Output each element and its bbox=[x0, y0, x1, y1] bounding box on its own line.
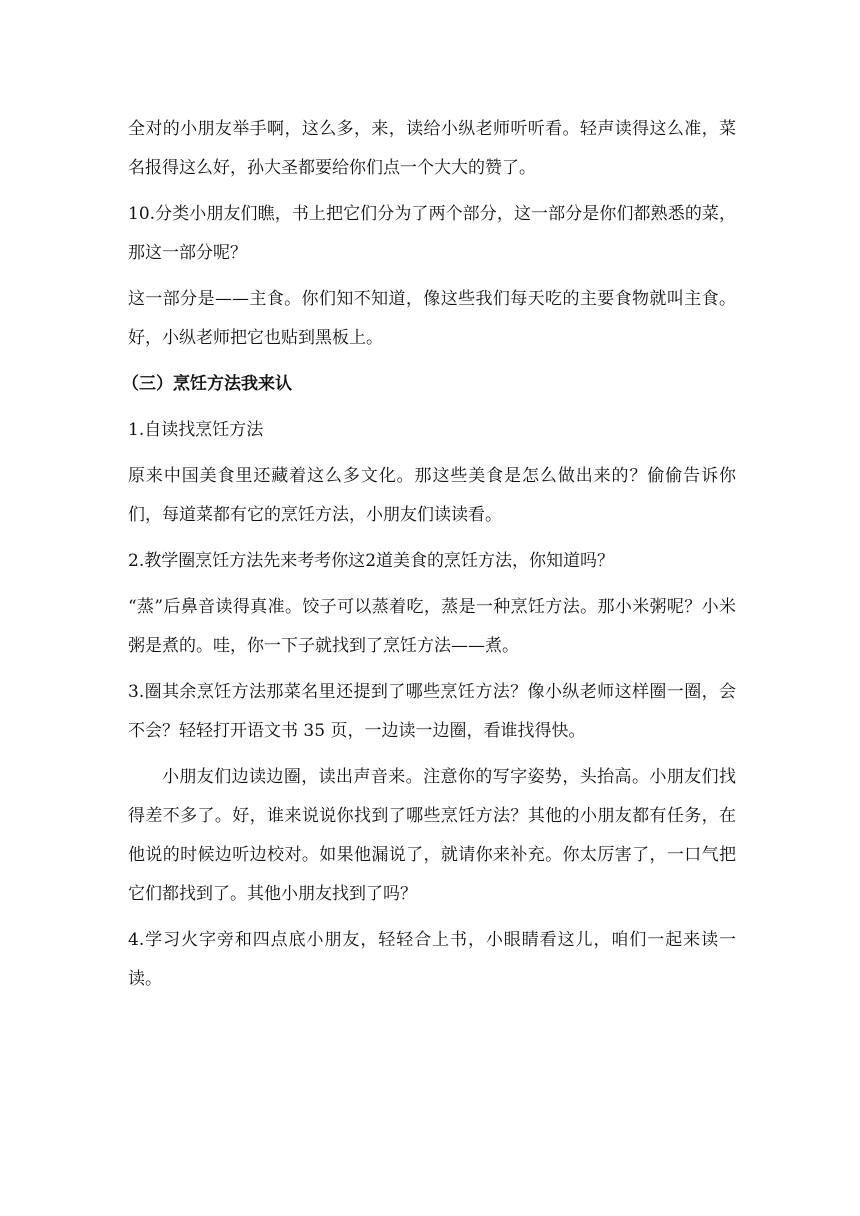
paragraph-step-2-circle: 2.教学圈烹饪方法先来考考你这2道美食的烹饪方法，你知道吗？ bbox=[128, 551, 615, 571]
paragraph-step-4-radicals: 4.学习火字旁和四点底小朋友，轻轻合上书，小眼睛看这儿，咱们一起来读一读。 bbox=[128, 930, 736, 989]
document-page bbox=[122, 110, 736, 1006]
paragraph-food-culture: 原来中国美食里还藏着这么多文化。那这些美食是怎么做出来的？偷偷告诉你们，每道菜都有它的烹饪方法，小朋友们读读看。 bbox=[128, 466, 736, 525]
paragraph-step-1-self-read: 1.自读找烹饪方法 bbox=[128, 420, 264, 440]
paragraph-steam-boil: “蒸”后鼻音读得真准。饺子可以蒸着吃，蒸是一种烹饪方法。那小米粥呢？小米粥是煮的。哇，你一下子就找到了烹饪方法——煮。 bbox=[128, 597, 736, 656]
paragraph-read-and-circle: 小朋友们边读边圈，读出声音来。注意你的写字姿势，头抬高。小朋友们找得差不多了。好，谁来说说你找到了哪些烹饪方法？其他的小朋友都有任务，在他说的时候边听边校对。如果他漏说了，就请你来补充。你太厉害了，一口气把它们都找到了。其他小朋友找到了吗？ bbox=[128, 767, 736, 904]
paragraph-staple-food: 这一部分是——主食。你们知不知道，像这些我们每天吃的主要食物就叫主食。好，小纵老师把它也贴到黑板上。 bbox=[128, 289, 736, 348]
section-heading-cooking-methods: （三）烹饪方法我来认 bbox=[122, 374, 292, 394]
paragraph-step-10-classify: 10.分类小朋友们瞧，书上把它们分为了两个部分，这一部分是你们都熟悉的菜，那这一部分呢？ bbox=[128, 204, 736, 263]
paragraph-praise: 全对的小朋友举手啊，这么多，来，读给小纵老师听听看。轻声读得这么准，菜名报得这么好，孙大圣都要给你们点一个大大的赞了。 bbox=[128, 119, 736, 178]
paragraph-step-3-circle-rest: 3.圈其余烹饪方法那菜名里还提到了哪些烹饪方法？像小纵老师这样圈一圈，会不会？轻轻打开语文书 35 页，一边读一边圈，看谁找得快。 bbox=[128, 682, 736, 741]
